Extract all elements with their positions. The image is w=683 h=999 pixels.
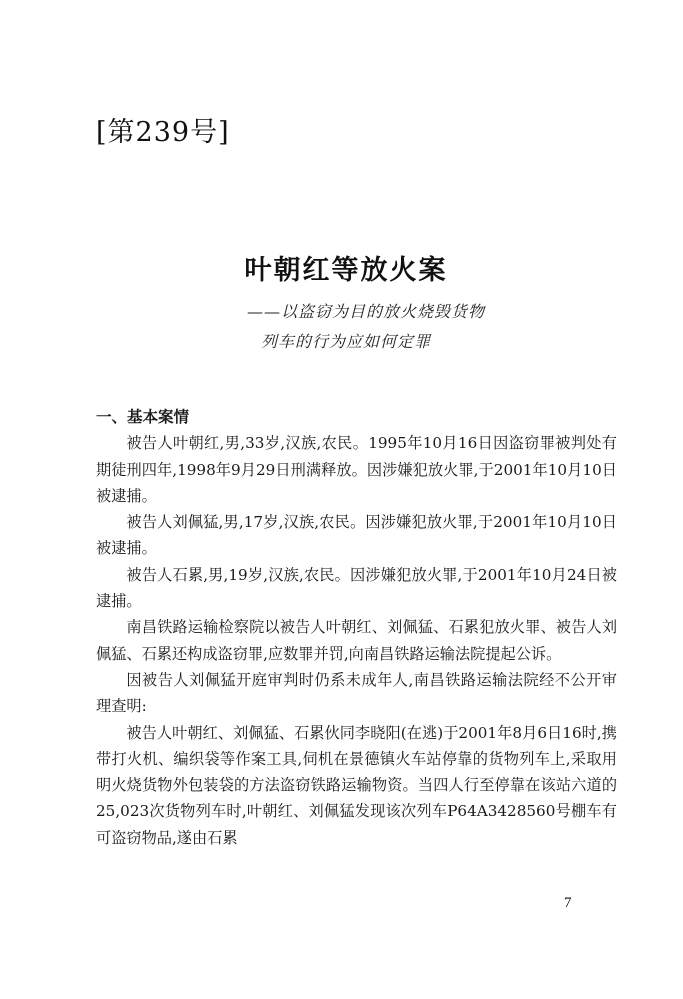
case-title: 叶朝红等放火案 (244, 255, 448, 286)
paragraph: 被告人刘佩猛,男,17岁,汉族,农民。因涉嫌犯放火罪,于2001年10月10日被逮捕。 (96, 513, 617, 558)
case-subtitle-line-1: ——以盗窃为目的放火烧毁货物 (246, 302, 485, 321)
paragraph: 被告人石累,男,19岁,汉族,农民。因涉嫌犯放火罪,于2001年10月24日被逮捕。 (96, 565, 617, 611)
paragraph: 因被告人刘佩猛开庭审判时仍系未成年人,南昌铁路运输法院经不公开审理查明: (96, 670, 617, 716)
page-number: 7 (564, 895, 572, 911)
paragraph: 被告人叶朝红、刘佩猛、石累伙同李晓阳(在逃)于2001年8月6日16时,携带打火机、编织袋等作案工具,伺机在景德镇火车站停靠的货物列车上,采取用明火烧货物外包装袋的方法盗窃铁路运输物资。当四人行至停靠在该站六道的25,023次货物列车时,叶朝红、刘佩猛发现该次列车P64A3428560号棚车有可盗窃物品,遂由石累 (96, 723, 617, 847)
case-number: [第239号] (96, 117, 230, 148)
title-block (96, 255, 596, 357)
paragraph: 被告人叶朝红,男,33岁,汉族,农民。1995年10月16日因盗窃罪被判处有期徒刑四年,1998年9月29日刑满释放。因涉嫌犯放火罪,于2001年10月10日被逮捕。 (96, 434, 617, 505)
section-heading: 一、基本案情 (96, 407, 190, 426)
case-subtitle-line-2: 列车的行为应如何定罪 (260, 332, 431, 351)
body-text (96, 404, 617, 851)
paragraph: 南昌铁路运输检察院以被告人叶朝红、刘佩猛、石累犯放火罪、被告人刘佩猛、石累还构成盗窃罪,应数罪并罚,向南昌铁路运输法院提起公诉。 (96, 618, 617, 663)
